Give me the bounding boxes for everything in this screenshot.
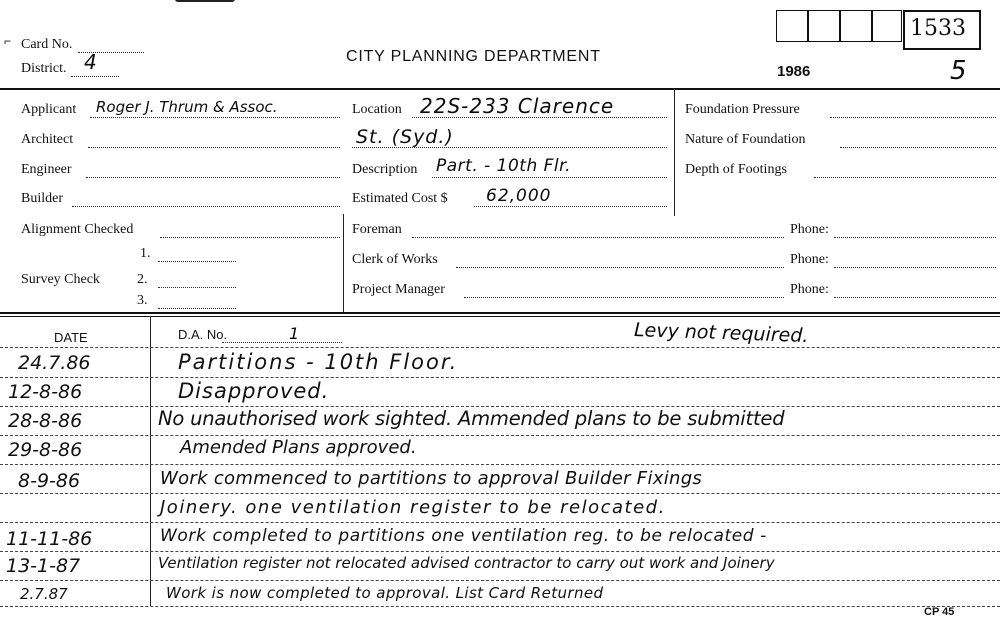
estimated-cost-value: 62,000 [486, 186, 552, 206]
architect-label: Architect [21, 132, 74, 147]
log-date: 29-8-86 [8, 439, 83, 461]
top-rule [0, 88, 1000, 90]
top-edge-mark [175, 0, 235, 2]
log-rule [0, 377, 1000, 378]
architect-dots [88, 147, 340, 148]
district-value: 4 [84, 50, 97, 74]
log-rule [0, 551, 1000, 552]
log-rule [0, 464, 1000, 465]
year: 1986 [777, 63, 811, 80]
builder-dots [72, 206, 340, 207]
engineer-label: Engineer [21, 162, 72, 177]
nature-of-foundation-label: Nature of Foundation [685, 132, 806, 147]
department-title: CITY PLANNING DEPARTMENT [346, 48, 601, 65]
estimated-cost-label: Estimated Cost $ [352, 191, 448, 206]
log-date: 24.7.86 [18, 352, 91, 374]
foreman-phone-dots [834, 237, 996, 238]
log-text: Work completed to partitions one ventilation reg. to be relocated - [160, 526, 767, 546]
foreman-label: Foreman [352, 222, 402, 237]
foundation-pressure-label: Foundation Pressure [685, 102, 800, 117]
log-date: 12-8-86 [8, 381, 83, 403]
number-box-2 [808, 10, 840, 42]
survey-1: 1. [140, 246, 151, 261]
description-label: Description [352, 162, 418, 177]
engineer-dots [86, 177, 340, 178]
da-no-dots [222, 342, 342, 343]
corner-mark: ⌐ [4, 34, 12, 48]
log-date-divider [150, 316, 151, 606]
log-date: 28-8-86 [8, 410, 83, 432]
clerk-phone-dots [834, 267, 996, 268]
card-no-label: Card No. [21, 37, 73, 52]
district-label: District. [21, 61, 67, 76]
da-no-value: 1 [289, 324, 300, 343]
pm-dots [464, 297, 784, 298]
survey-2: 2. [137, 272, 148, 287]
log-text: Work is now completed to approval. List Card Returned [166, 584, 604, 602]
log-text-continued: Joinery. one ventilation register to be relocated. [160, 497, 666, 518]
number-box-3 [840, 10, 872, 42]
survey-check-label: Survey Check [21, 272, 100, 287]
project-manager-label: Project Manager [352, 282, 445, 297]
log-text: Ventilation register not relocated advised contractor to carry out work and Joinery [158, 554, 775, 572]
da-no-label: D.A. No. [178, 327, 228, 342]
nature-dots [840, 147, 996, 148]
pm-phone-dots [834, 297, 996, 298]
survey-3: 3. [137, 293, 148, 308]
log-rule [0, 580, 1000, 581]
log-rule [0, 347, 1000, 348]
card-number-box [903, 10, 981, 50]
card-sub-number: 5 [950, 56, 967, 86]
log-text: Amended Plans approved. [180, 437, 417, 458]
depth-of-footings-label: Depth of Footings [685, 162, 787, 177]
log-text: No unauthorised work sighted. Ammended plans to be submitted [158, 407, 785, 430]
foreman-phone-label: Phone: [790, 222, 829, 237]
builder-label: Builder [21, 191, 63, 206]
district-dots [71, 76, 119, 77]
survey-3-dots [158, 308, 236, 309]
number-box-4 [872, 10, 902, 42]
log-date: 11-11-86 [6, 528, 93, 550]
log-date: 13-1-87 [6, 555, 81, 577]
applicant-value: Roger J. Thrum & Assoc. [96, 98, 278, 116]
log-text: Work commenced to partitions to approval Builder Fixings [160, 468, 703, 489]
form-code: CP 45 [924, 606, 955, 618]
clerk-dots [456, 267, 784, 268]
survey-2-dots [158, 287, 236, 288]
location-label: Location [352, 102, 402, 117]
alignment-dots [160, 237, 340, 238]
log-rule [0, 435, 1000, 436]
survey-1-dots [158, 261, 236, 262]
card-number: 1533 [910, 16, 966, 41]
log-text: Disapproved. [178, 379, 330, 403]
number-box-1 [776, 10, 808, 42]
description-value: Part. - 10th Flr. [436, 156, 571, 176]
log-date: 2.7.87 [20, 585, 68, 603]
location-value-2: St. (Syd.) [356, 126, 454, 148]
date-column-header: DATE [54, 330, 88, 345]
applicant-dots [90, 117, 340, 118]
clerk-phone-label: Phone: [790, 252, 829, 267]
log-date: 8-9-86 [18, 470, 81, 492]
top-vsep-left [343, 214, 344, 312]
top-vsep-right [674, 88, 675, 216]
foreman-dots [412, 237, 784, 238]
log-text: Partitions - 10th Floor. [178, 350, 459, 374]
description-dots [432, 177, 667, 178]
log-rule [0, 522, 1000, 523]
levy-note: Levy not required. [633, 318, 809, 348]
depth-dots [814, 177, 996, 178]
location-value-1: 22S-233 Clarence [420, 94, 615, 118]
applicant-label: Applicant [21, 102, 77, 117]
foundation-pressure-dots [830, 117, 996, 118]
mid-rule [0, 312, 1000, 314]
alignment-label: Alignment Checked [21, 222, 134, 237]
cost-dots [474, 206, 667, 207]
log-rule [0, 606, 1000, 607]
clerk-of-works-label: Clerk of Works [352, 252, 438, 267]
log-rule [0, 493, 1000, 494]
pm-phone-label: Phone: [790, 282, 829, 297]
